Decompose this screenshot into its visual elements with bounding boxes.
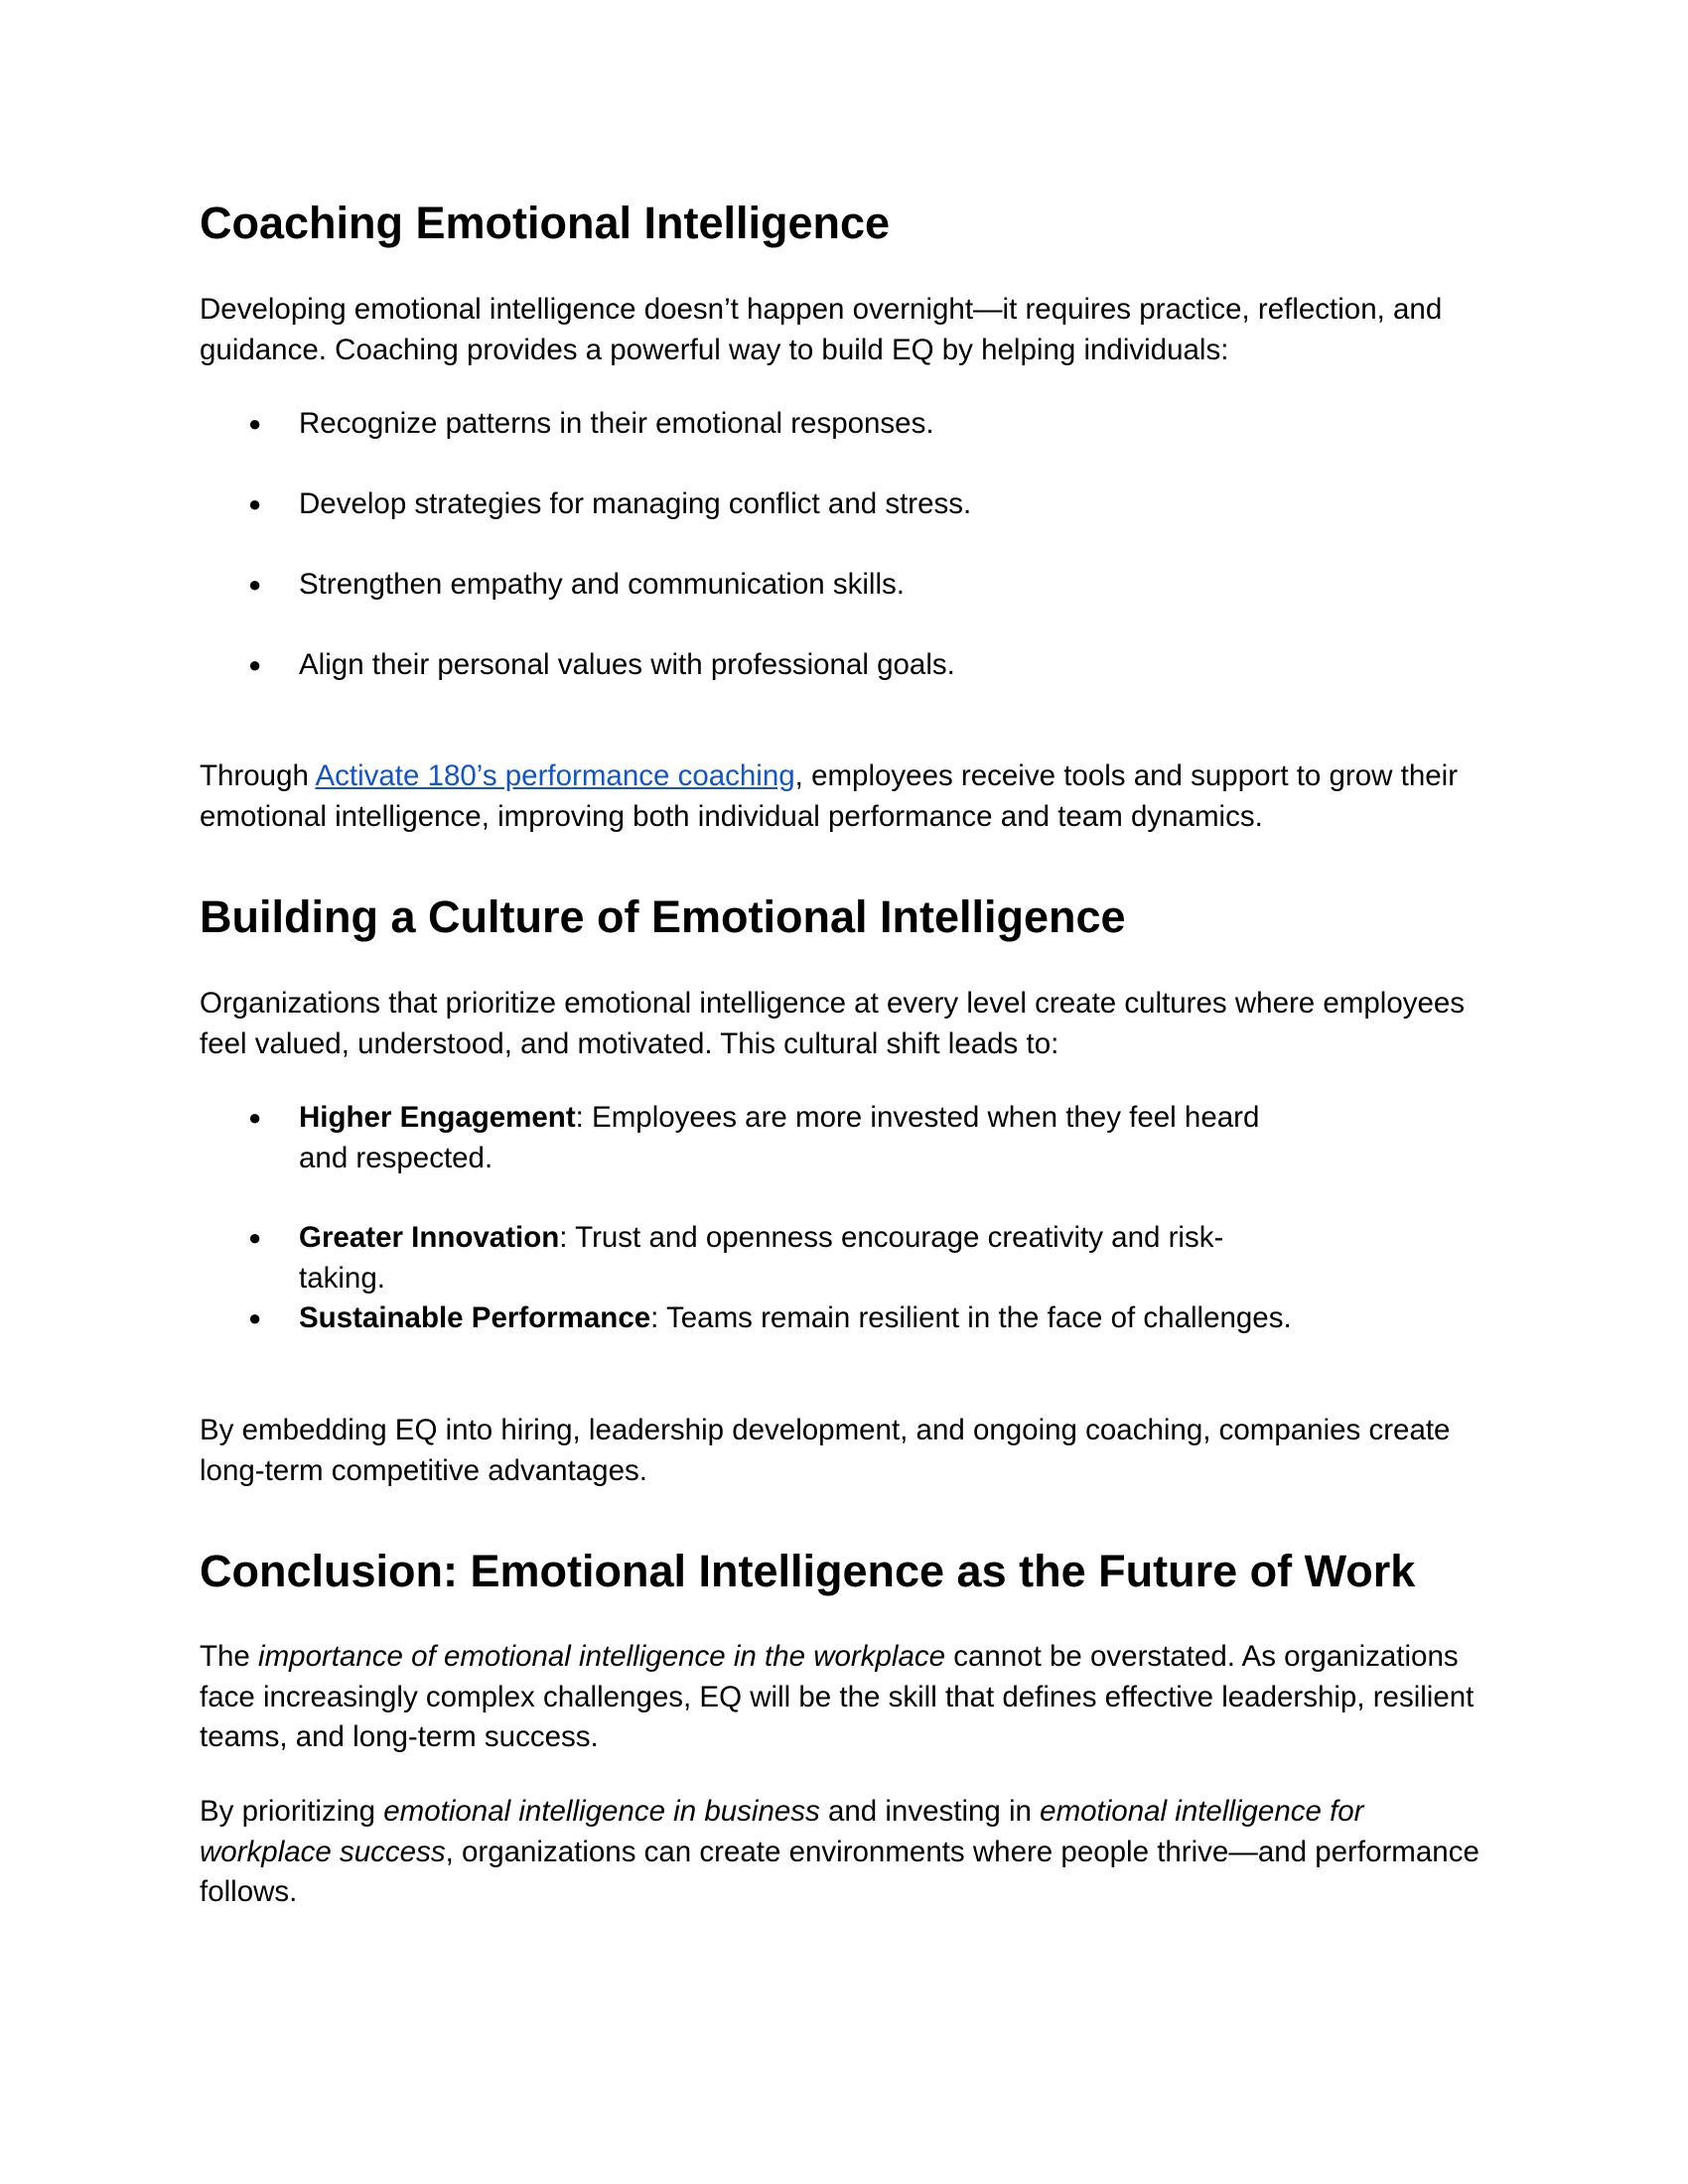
section-heading-coaching: Coaching Emotional Intelligence (200, 198, 891, 248)
para2-text-middle: and investing in (819, 1795, 1041, 1828)
para1-italic-phrase: importance of emotional intelligence in the workplace (258, 1640, 946, 1673)
conclusion-paragraph-1 (200, 1637, 1490, 1758)
para1-text-before: The (200, 1640, 259, 1673)
culture-closing-paragraph: By embedding EQ into hiring, leadership development, and ongoing coaching, companies create long-term competitive advantages. (200, 1414, 1451, 1487)
para2-text-after: , organizations can create environments where people thrive—and performance follows. (200, 1835, 1479, 1908)
list-item-text (299, 1298, 1292, 1339)
performance-coaching-link[interactable]: Activate 180’s performance coaching (315, 759, 795, 792)
para1-text-after: cannot be overstated. As organizations face increasingly complex challenges, EQ will be the skill that defines effective leadership, resilient teams, and long-term success. (200, 1640, 1475, 1753)
bullet-icon: ● (248, 1105, 262, 1130)
culture-intro-paragraph: Organizations that prioritize emotional intelligence at every level create cultures where employees feel valued, understood, and motivated. This cultural shift leads to: (200, 987, 1466, 1060)
bullet-icon: ● (248, 652, 262, 677)
bullet-description: : Trust and openness encourage creativity and risk-taking. (299, 1221, 1224, 1295)
section-heading-culture: Building a Culture of Emotional Intelligence (200, 891, 1126, 942)
bullet-icon: ● (248, 572, 262, 597)
list-item-text (299, 1218, 1292, 1298)
closing-text-after-link: , employees receive tools and support to grow their emotional intelligence, improving both individual performance and team dynamics. (200, 759, 1459, 833)
list-item-text: Align their personal values with professional goals. (299, 648, 955, 681)
list-item-text (299, 1098, 1292, 1178)
list-item-text: Develop strategies for managing conflict and stress. (299, 487, 972, 520)
bullet-icon: ● (248, 1305, 262, 1330)
section-heading-conclusion: Conclusion: Emotional Intelligence as the Future of Work (200, 1546, 1416, 1596)
bullet-icon: ● (248, 411, 262, 436)
bullet-term: Higher Engagement (299, 1101, 576, 1134)
bullet-term: Sustainable Performance (299, 1301, 651, 1334)
bullet-description: : Employees are more invested when they feel heard and respected. (299, 1101, 1260, 1174)
bullet-icon: ● (248, 491, 262, 516)
conclusion-paragraph-2 (200, 1792, 1490, 1913)
para2-text-before: By prioritizing (200, 1795, 384, 1828)
list-item-text: Recognize patterns in their emotional responses. (299, 407, 934, 440)
para2-italic-phrase-2: emotional intelligence for workplace success (200, 1795, 1364, 1868)
list-item-text: Strengthen empathy and communication skills. (299, 568, 905, 601)
closing-text-before-link: Through (200, 759, 316, 792)
bullet-term: Greater Innovation (299, 1221, 560, 1254)
coaching-closing-paragraph (200, 756, 1490, 837)
bullet-icon: ● (248, 1225, 262, 1250)
para2-italic-phrase-1: emotional intelligence in business (383, 1795, 820, 1828)
coaching-intro-paragraph: Developing emotional intelligence doesn’t happen overnight—it requires practice, reflection, and guidance. Coaching provides a powerful way to build EQ by helping individuals: (200, 293, 1443, 366)
bullet-description: : Teams remain resilient in the face of challenges. (650, 1301, 1292, 1334)
